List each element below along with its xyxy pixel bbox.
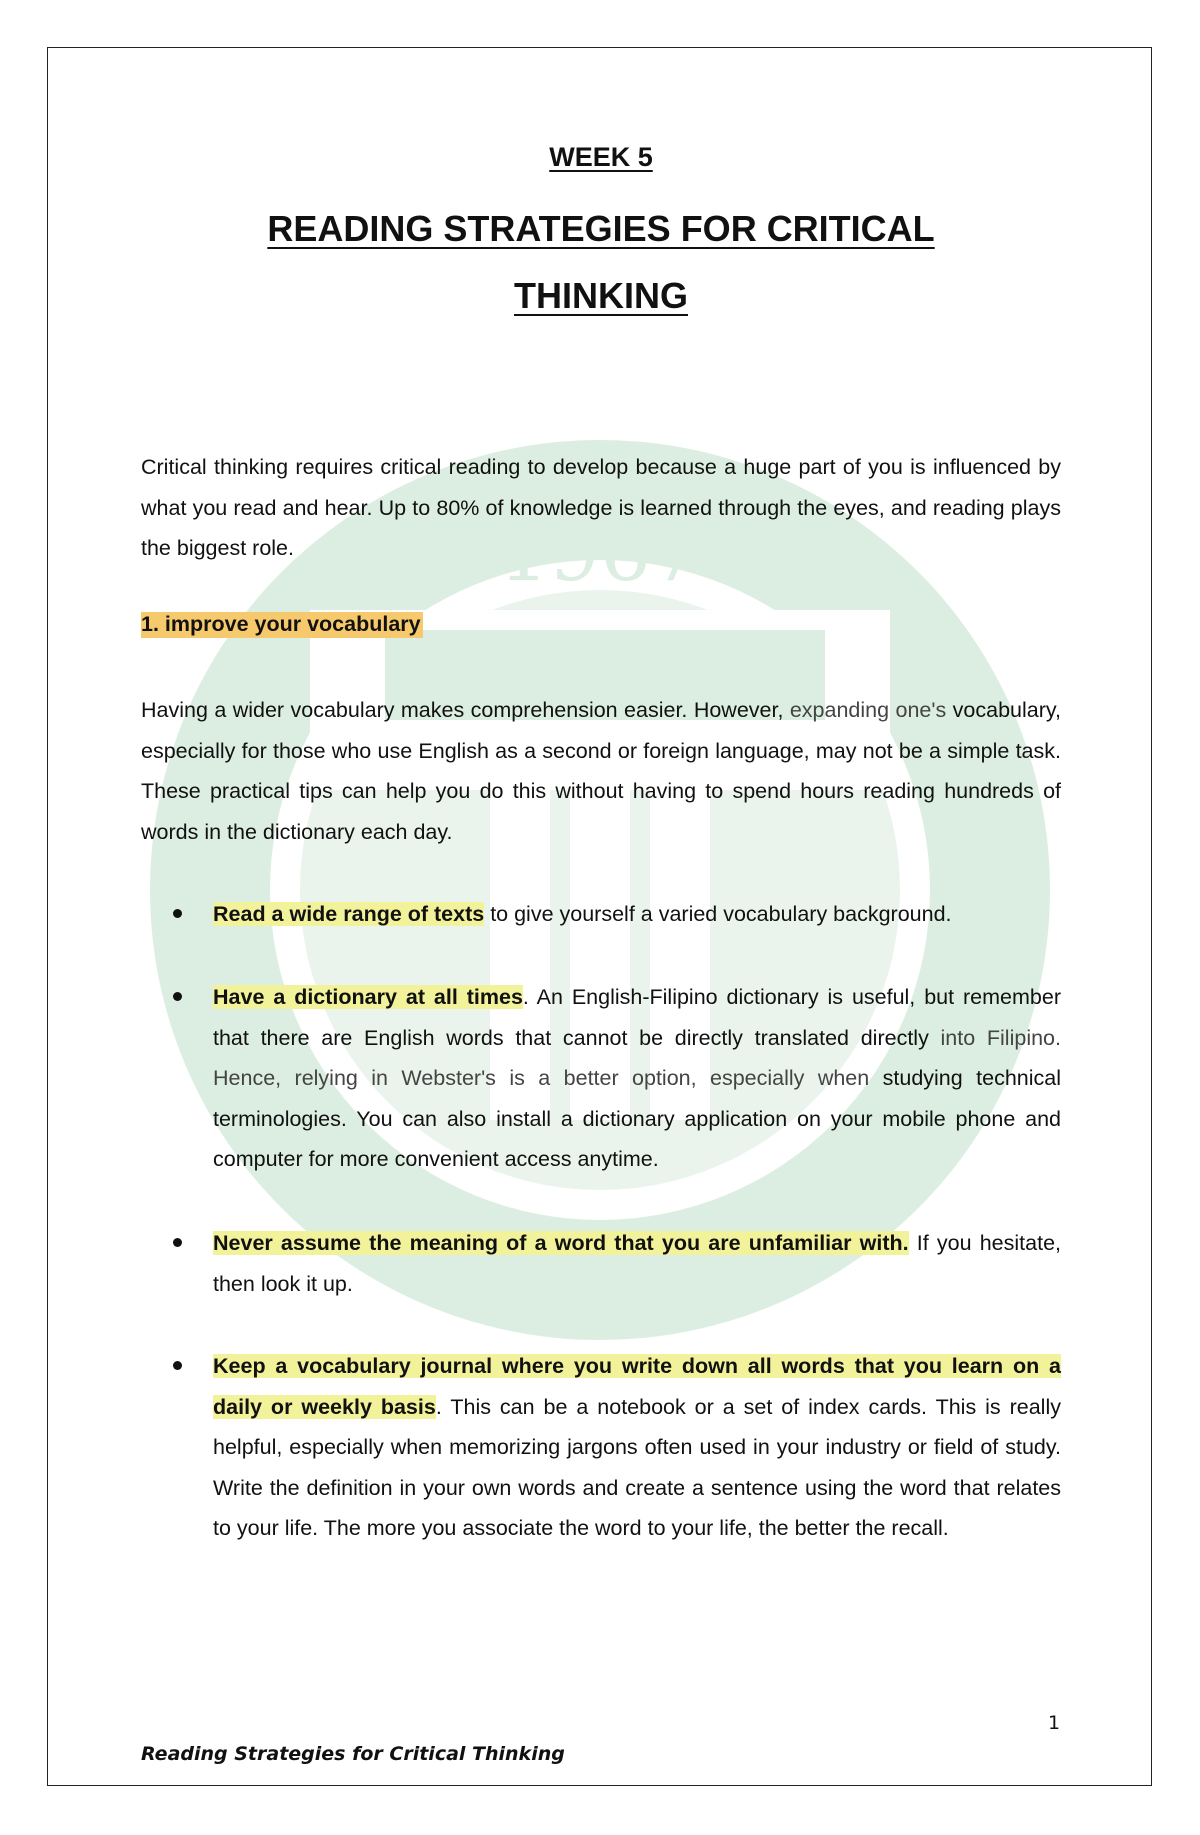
list-item-rest-2: studying technical terminologies. You can also install a dictionary application on your mobile phone and computer for more convenient access anytime.	[213, 1066, 1061, 1171]
list-item-light: into Filipino. Hence, relying in Webster's is a better option, especially when	[213, 1025, 1061, 1090]
list-item-rest: to give yourself a varied vocabulary background.	[484, 902, 952, 926]
list-item-text	[213, 894, 1061, 935]
section-heading-text: 1. improve your vocabulary	[141, 612, 421, 636]
list-item-text	[213, 1346, 1061, 1549]
list-item-rest: . This can be a notebook or a set of index cards. This is really helpful, especially when memorizing jargons often used in your industry or field of study. Write the definition in your own words and create a sentence using the word that relates to your life. The more you associate the word to your life, the better the recall.	[213, 1394, 1061, 1540]
list-item-text	[213, 1223, 1061, 1304]
section-paragraph-light: expanding one's	[783, 698, 947, 722]
bullet-icon	[173, 1238, 182, 1247]
list-item-text	[213, 977, 1061, 1180]
page-number: 1	[1048, 1712, 1061, 1734]
list-item-bold: Keep a vocabulary journal where you write down all words that you learn on a daily or weekly basis	[213, 1354, 1061, 1419]
bullet-icon	[173, 992, 182, 1001]
page-title	[141, 195, 1061, 329]
list-item-rest: . An English-Filipino dictionary is useful, but remember that there are English words that cannot be directly translated directly	[213, 985, 1061, 1050]
section-paragraph-end: vocabulary, especially for those who use English as a second or foreign language, may not be a simple task. These practical tips can help you do this without having to spend hours reading hundreds of words in the dictionary each day.	[141, 698, 1062, 844]
list-item-bold: Have a dictionary at all times	[213, 985, 523, 1009]
section-heading	[141, 612, 423, 637]
intro-paragraph: Critical thinking requires critical reading to develop because a huge part of you is influenced by what you read and hear. Up to 80% of knowledge is learned through the eyes, and reading plays the biggest role.	[141, 455, 1061, 560]
list-item-rest: If you hesitate, then look it up.	[213, 1231, 1062, 1296]
bullet-icon	[173, 909, 182, 918]
seal-year: 1967	[498, 506, 702, 599]
title-line-2: THINKING	[514, 275, 688, 316]
page-footer: Reading Strategies for Critical Thinking	[141, 1743, 565, 1765]
list-item-bold: Read a wide range of texts	[213, 902, 485, 926]
section-paragraph-start: Having a wider vocabulary makes comprehension easier. However,	[141, 698, 784, 722]
bullet-icon	[173, 1361, 182, 1370]
section-paragraph	[141, 690, 1061, 852]
week-label: WEEK 5	[549, 142, 653, 172]
list-item-bold: Never assume the meaning of a word that you are unfamiliar with.	[213, 1231, 909, 1255]
title-line-1: READING STRATEGIES FOR CRITICAL	[267, 208, 935, 249]
